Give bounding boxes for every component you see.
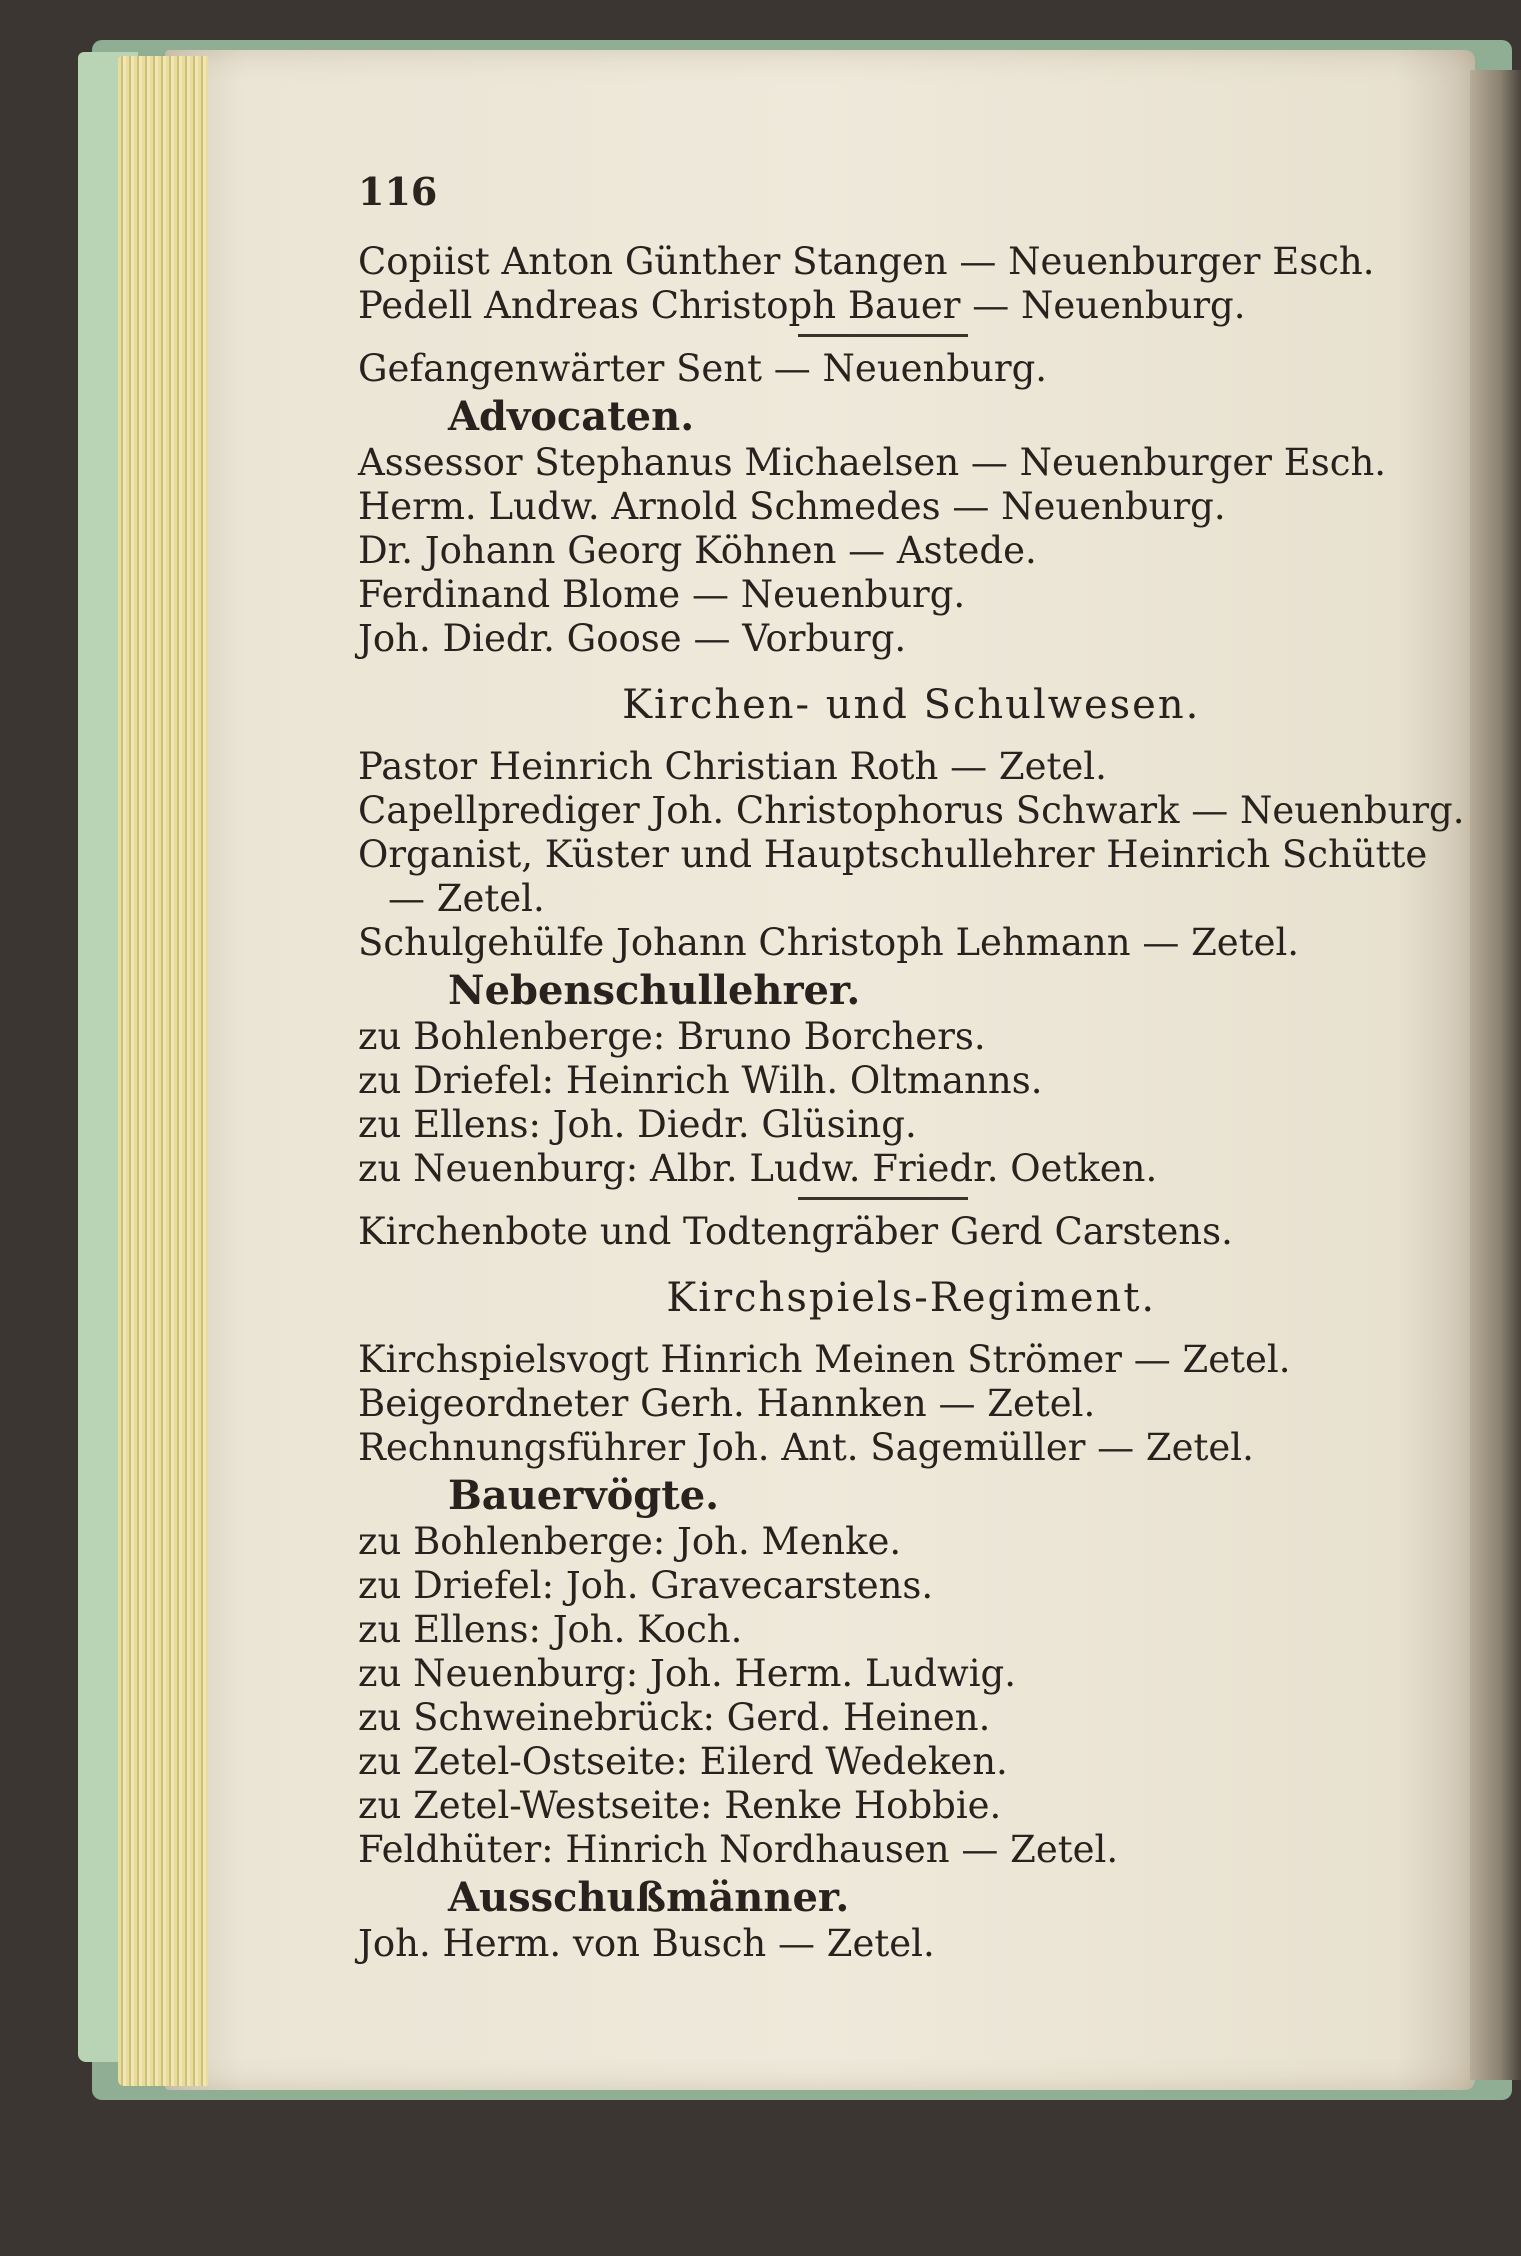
text-line: Organist, Küster und Hauptschullehrer Heinrich Schütte bbox=[358, 833, 1428, 876]
section-title: Kirchen- und Schulwesen. bbox=[622, 682, 1201, 728]
page-number: 116 bbox=[358, 169, 438, 214]
separator-rule bbox=[798, 1197, 968, 1200]
text-line: Herm. Ludw. Arnold Schmedes — Neuenburg. bbox=[358, 485, 1226, 528]
separator-rule bbox=[798, 334, 968, 337]
section-heading: Ausschußmänner. bbox=[448, 1874, 850, 1921]
section-heading: Bauervögte. bbox=[448, 1472, 720, 1519]
text-line: Capellprediger Joh. Christophorus Schwark — Neuenburg. bbox=[358, 789, 1465, 832]
text-line: zu Schweinebrück: Gerd. Heinen. bbox=[358, 1696, 991, 1739]
text-line: zu Ellens: Joh. Koch. bbox=[358, 1608, 743, 1651]
text-line: zu Bohlenberge: Joh. Menke. bbox=[358, 1520, 902, 1563]
text-line: zu Ellens: Joh. Diedr. Glüsing. bbox=[358, 1103, 917, 1146]
text-line: zu Driefel: Heinrich Wilh. Oltmanns. bbox=[358, 1059, 1043, 1102]
text-line: Dr. Johann Georg Köhnen — Astede. bbox=[358, 529, 1037, 572]
text-line: Kirchenbote und Todtengräber Gerd Carstens. bbox=[358, 1210, 1233, 1253]
text-line: Ferdinand Blome — Neuenburg. bbox=[358, 573, 966, 616]
text-line: Beigeordneter Gerh. Hannken — Zetel. bbox=[358, 1382, 1096, 1425]
text-line: Rechnungsführer Joh. Ant. Sagemüller — Zetel. bbox=[358, 1426, 1254, 1469]
page-edges bbox=[118, 56, 208, 2086]
facing-page-edge bbox=[1470, 70, 1521, 2080]
section-heading: Advocaten. bbox=[448, 393, 695, 440]
text-line: Feldhüter: Hinrich Nordhausen — Zetel. bbox=[358, 1828, 1119, 1871]
text-lines bbox=[358, 240, 1464, 1966]
text-line: Pastor Heinrich Christian Roth — Zetel. bbox=[358, 745, 1107, 788]
text-line: Copiist Anton Günther Stangen — Neuenburger Esch. bbox=[358, 240, 1375, 283]
section-heading: Nebenschullehrer. bbox=[448, 967, 861, 1014]
text-line: Gefangenwärter Sent — Neuenburg. bbox=[358, 347, 1048, 390]
text-line: Kirchspielsvogt Hinrich Meinen Strömer — Zetel. bbox=[358, 1338, 1291, 1381]
text-line: Joh. Diedr. Goose — Vorburg. bbox=[358, 617, 907, 660]
text-line: zu Bohlenberge: Bruno Borchers. bbox=[358, 1015, 986, 1058]
text-line-continuation: — Zetel. bbox=[388, 877, 545, 920]
text-line: zu Neuenburg: Albr. Ludw. Friedr. Oetken. bbox=[358, 1147, 1158, 1190]
text-line: zu Driefel: Joh. Gravecarstens. bbox=[358, 1564, 934, 1607]
text-line: Pedell Andreas Christoph Bauer — Neuenburg. bbox=[358, 284, 1246, 327]
section-title: Kirchspiels-Regiment. bbox=[666, 1275, 1157, 1321]
text-line: Assessor Stephanus Michaelsen — Neuenburger Esch. bbox=[358, 441, 1387, 484]
text-line: Schulgehülfe Johann Christoph Lehmann — Zetel. bbox=[358, 921, 1300, 964]
text-line: Joh. Herm. von Busch — Zetel. bbox=[358, 1922, 935, 1965]
text-line: zu Zetel-Ostseite: Eilerd Wedeken. bbox=[358, 1740, 1008, 1783]
text-line: zu Neuenburg: Joh. Herm. Ludwig. bbox=[358, 1652, 1016, 1695]
text-line: zu Zetel-Westseite: Renke Hobbie. bbox=[358, 1784, 1002, 1827]
